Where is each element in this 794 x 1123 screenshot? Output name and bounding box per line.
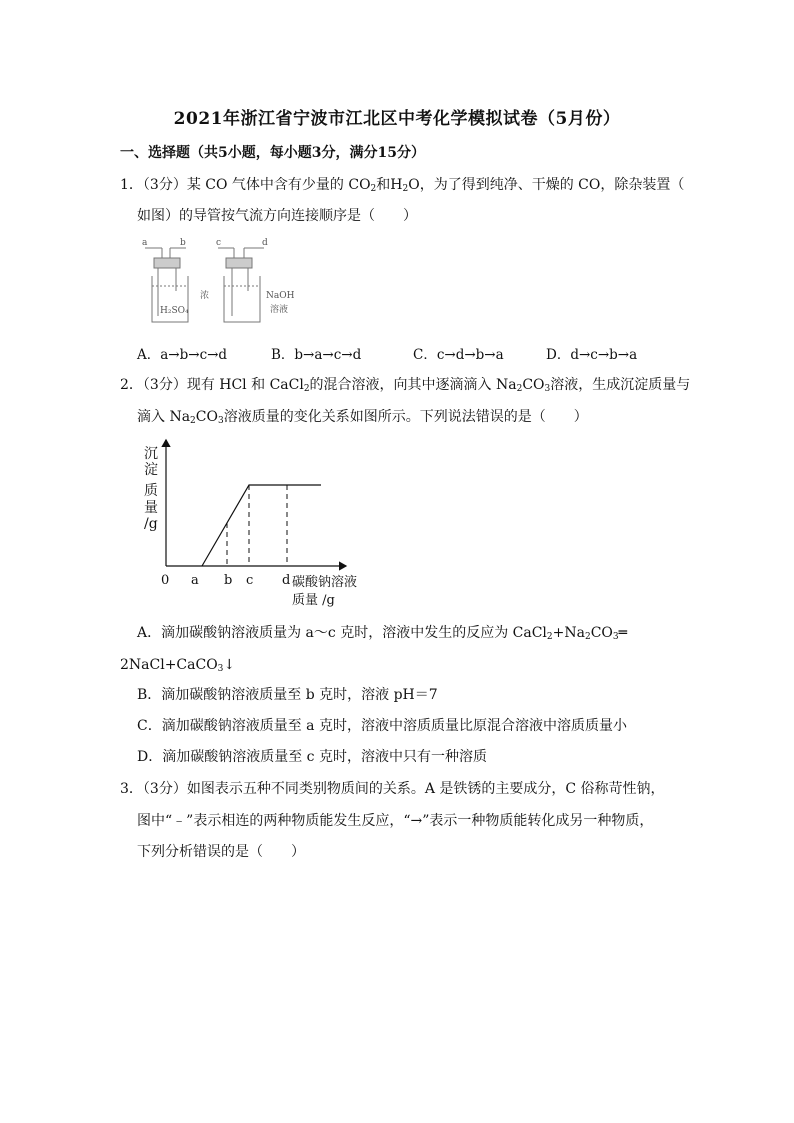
q1-stem-line2: 如图）的导管按气流方向连接顺序是（ ） [137,208,417,224]
tube-label-b: b [180,238,186,248]
ylabel-char-2: 淀 [144,462,158,478]
q1-stem-line1: 1．（3分）某 CO 气体中含有少量的 $CO_2$和$H_2O$，为了得到纯净、干燥的 CO，除杂装置（ [120,177,685,194]
ylabel-char-3: 质 [144,483,158,499]
reagent-right: NaOH [266,291,295,301]
reagent-left-top: 浓 [200,291,210,301]
q2-option-b: B．滴加碳酸钠溶液质量至 b 克时，溶液 pH＝7 [137,687,438,703]
tick-b: b [224,573,233,588]
q2-option-a-line1: A．滴加碳酸钠溶液质量为 a～c 克时，溶液中发生的反应为 $CaCl_2+Na_2CO_3═$ [137,625,628,642]
q1-option-c: C．c→d→b→a [413,347,504,363]
tick-d: d [282,573,291,588]
ylabel-char-5: /g [144,516,158,532]
tick-c: c [246,573,254,588]
q2-option-c: C．滴加碳酸钠溶液质量至 a 克时，溶液中溶质质量比原混合溶液中溶质质量小 [137,718,627,734]
q1-option-d: D．d→c→b→a [546,347,638,363]
q2-option-a-line2: 2NaCl+CaCO$_3$↓ [120,657,236,674]
q2-stem-line1: 2．（3分）现有 HCl 和 CaCl$_2$的混合溶液，向其中逐滴滴入 $Na_2CO_3$溶液，生成沉淀质量与 [120,377,691,394]
q3-stem-line3: 下列分析错误的是（ ） [137,844,305,860]
section-heading: 一、选择题（共5小题，每小题3分，满分15分） [120,145,425,161]
ylabel-char-1: 沉 [144,446,158,462]
page-title: 2021年浙江省宁波市江北区中考化学模拟试卷（5月份） [173,109,621,129]
xlabel-line1: 碳酸钠溶液 [292,575,358,590]
q1-apparatus-figure [140,236,310,332]
tick-0: 0 [161,573,170,588]
xlabel-line2: 质量 /g [292,593,335,608]
q2-stem-line2: 滴入 $Na_2CO_3$溶液质量的变化关系如图所示。下列说法错误的是（ ） [137,409,588,426]
q3-stem-line1: 3．（3分）如图表示五种不同类别物质间的关系。A 是铁锈的主要成分，C 俗称苛性钠， [120,781,665,797]
q2-precipitate-chart [138,436,378,612]
q3-stem-line2: 图中“﹣”表示相连的两种物质能发生反应，“→”表示一种物质能转化成另一种物质， [137,813,654,829]
q1-option-b: B．b→a→c→d [271,347,362,363]
q2-option-d: D．滴加碳酸钠溶液质量至 c 克时，溶液中只有一种溶质 [137,749,487,765]
reagent-right-bottom: 溶液 [270,305,289,315]
tube-label-c: c [216,238,222,248]
q1-option-a: A．a→b→c→d [137,347,228,363]
tick-a: a [191,573,199,588]
chart-curve [202,485,321,566]
reagent-left: H₂SO₄ [160,306,189,316]
tube-label-a: a [142,238,148,248]
ylabel-char-4: 量 [144,500,158,516]
tube-label-d: d [262,238,268,248]
